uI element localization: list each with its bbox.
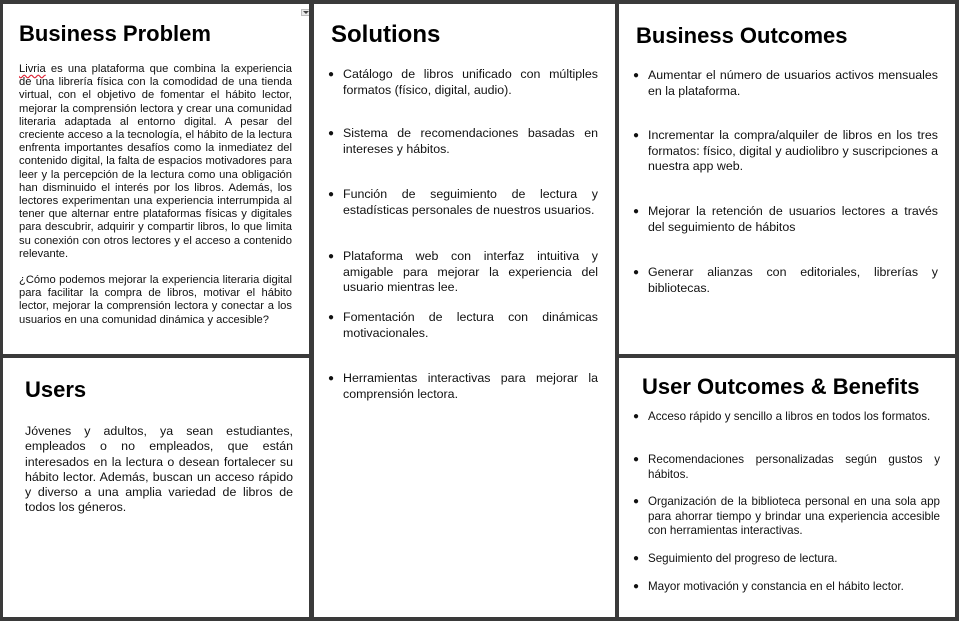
bullet-icon: ● [328, 312, 335, 323]
business-problem-panel [3, 4, 309, 354]
bullet-icon: ● [633, 553, 640, 564]
solutions-title: Solutions [331, 21, 441, 48]
list-item: ● Herramientas interactivas para mejorar la comprensión lectora. [328, 371, 598, 401]
users-text: Jóvenes y adultos, ya sean estudiantes, empleados o no empleados, que están interesados en la lectura o desean fortalecer su hábito lector. Además, buscan un acceso rápido y diverso a una amplia variedad de libros de todos los géneros. [25, 424, 293, 515]
list-item: ● Organización de la biblioteca personal en una sola app para ahorrar tiempo y brindar una experiencia accesible con herramientas interactivas. [633, 495, 940, 537]
bullet-icon: ● [633, 130, 640, 141]
chevron-down-icon[interactable] [301, 9, 309, 16]
brand-name: Livria [19, 63, 46, 75]
list-item: ● Aumentar el número de usuarios activos mensuales en la plataforma. [633, 68, 938, 98]
user-outcomes-title: User Outcomes & Benefits [642, 374, 920, 399]
list-item: ● Mayor motivación y constancia en el hábito lector. [633, 580, 904, 593]
list-item: ● Catálogo de libros unificado con múltiples formatos (físico, digital, audio). [328, 67, 598, 97]
users-title: Users [25, 377, 87, 402]
business-problem-text [19, 63, 292, 340]
solutions-panel [314, 4, 615, 617]
bullet-icon: ● [633, 454, 640, 465]
bullet-icon: ● [633, 206, 640, 217]
user-outcomes-panel [619, 358, 955, 617]
bullet-icon: ● [328, 189, 335, 200]
bullet-icon: ● [633, 70, 640, 81]
list-item: ● Incrementar la compra/alquiler de libros en los tres formatos: físico, digital y audiolibro y suscripciones a nuestra app web. [633, 128, 938, 173]
list-item: ● Fomentación de lectura con dinámicas motivacionales. [328, 310, 598, 340]
list-item: ● Mejorar la retención de usuarios lectores a través del seguimiento de hábitos [633, 204, 938, 234]
bullet-icon: ● [328, 251, 335, 262]
bullet-icon: ● [328, 373, 335, 384]
list-item: ● Plataforma web con interfaz intuitiva y amigable para mejorar la experiencia del usuario mientras lee. [328, 249, 598, 294]
business-problem-paragraph-1 [19, 63, 292, 261]
business-outcomes-title: Business Outcomes [636, 23, 848, 48]
business-problem-question: ¿Cómo podemos mejorar la experiencia literaria digital para facilitar la compra de libros, motivar el hábito lector, mejorar la comprensión lectora y conectar a los usuarios en una comunidad dinámica y accesible? [19, 274, 292, 326]
list-item: ● Acceso rápido y sencillo a libros en todos los formatos. [633, 410, 931, 423]
list-item: ● Sistema de recomendaciones basadas en intereses y hábitos. [328, 126, 598, 156]
business-problem-title: Business Problem [19, 21, 211, 46]
list-item: ● Recomendaciones personalizadas según gustos y hábitos. [633, 453, 940, 481]
bullet-icon: ● [328, 128, 335, 139]
business-outcomes-panel [619, 4, 955, 354]
bullet-icon: ● [633, 496, 640, 507]
list-item: ● Seguimiento del progreso de lectura. [633, 552, 838, 565]
bullet-icon: ● [328, 69, 335, 80]
bullet-icon: ● [633, 581, 640, 592]
business-problem-paragraph-1-rest: es una plataforma que combina la experiencia de una librería física con la comodidad de una tienda virtual, con el objetivo de fomentar el hábito lector, mejorar la comprensión lectora y crear una comunidad literaria adaptada al entorno digital. A pesar del creciente acceso a la tecnología, el hábito de la lectura enfrenta importantes desafíos como la inmediatez del contenido digital, la falta de espacios motivadores para leer y la percepción de la lectura como una obligación han disminuido el interés por los libros. Además, los lectores experimentan una experiencia interrumpida al tener que alternar entre plataformas físicas y digitales para descubrir, adquirir y compartir libros, lo que limita su conexión con otros lectores y el acceso a contenido relevante. [19, 63, 292, 260]
bullet-icon: ● [633, 411, 640, 422]
users-panel [3, 358, 309, 617]
bullet-icon: ● [633, 267, 640, 278]
list-item: ● Función de seguimiento de lectura y estadísticas personales de nuestros usuarios. [328, 187, 598, 217]
list-item: ● Generar alianzas con editoriales, librerías y bibliotecas. [633, 265, 938, 295]
